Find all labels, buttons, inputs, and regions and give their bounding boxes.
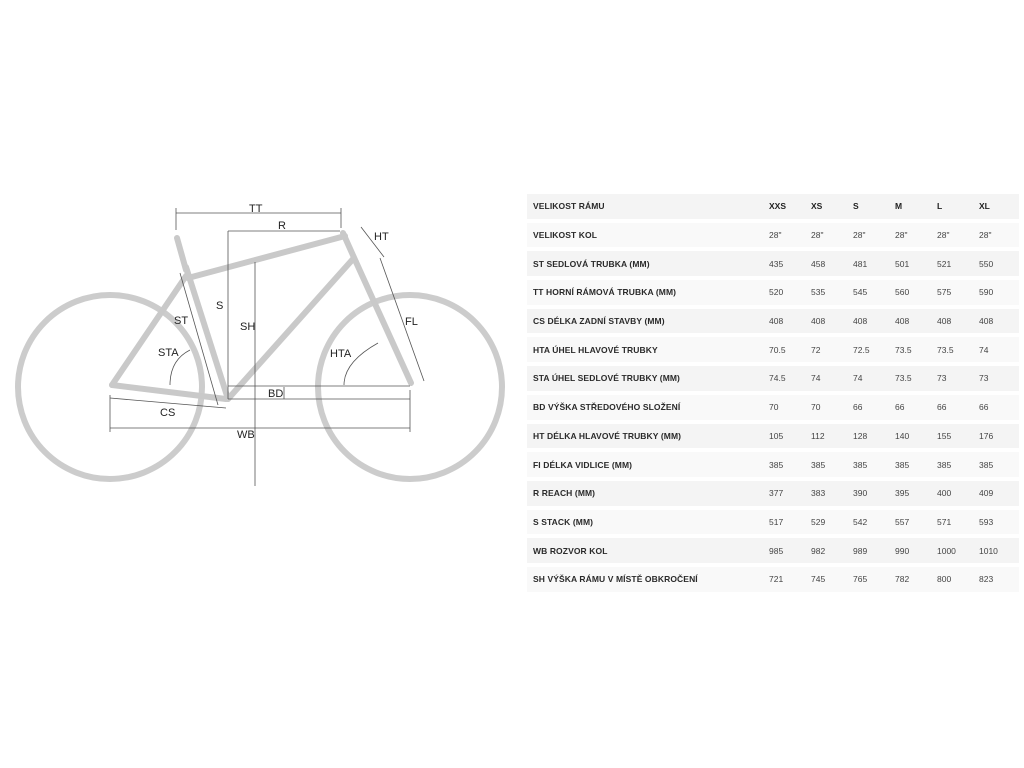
row-value: 408 (893, 309, 935, 334)
row-label: CS DÉLKA ZADNÍ STAVBY (MM) (527, 309, 767, 334)
table-row (527, 452, 1019, 477)
row-value: 823 (977, 567, 1019, 592)
row-value: 385 (977, 452, 1019, 477)
row-value: 529 (809, 510, 851, 535)
seat-stay (112, 276, 189, 385)
row-value: 395 (893, 481, 935, 506)
table-row (527, 337, 1019, 362)
row-value: 517 (767, 510, 809, 535)
row-value: 408 (851, 309, 893, 334)
row-value: 385 (767, 452, 809, 477)
row-value: 400 (935, 481, 977, 506)
row-label: R REACH (MM) (527, 481, 767, 506)
table-row (527, 309, 1019, 334)
table-row (527, 395, 1019, 420)
row-label: S STACK (MM) (527, 510, 767, 535)
row-value: 408 (977, 309, 1019, 334)
row-value: 435 (767, 251, 809, 276)
table-row (527, 280, 1019, 305)
row-value: 28" (977, 223, 1019, 248)
row-label: FI DÉLKA VIDLICE (MM) (527, 452, 767, 477)
chain-stay (112, 385, 226, 399)
row-value: 70.5 (767, 337, 809, 362)
row-value: 377 (767, 481, 809, 506)
label-bd: BD (268, 388, 284, 400)
label-wb: WB (237, 429, 255, 441)
table-row (527, 481, 1019, 506)
row-value: 571 (935, 510, 977, 535)
row-value: 70 (809, 395, 851, 420)
row-value: 1000 (935, 538, 977, 563)
row-label: HTA ÚHEL HLAVOVÉ TRUBKY (527, 337, 767, 362)
row-value: 28" (893, 223, 935, 248)
label-fl: FL (405, 316, 418, 328)
label-tt: TT (249, 203, 263, 215)
row-value: 521 (935, 251, 977, 276)
row-value: 72 (809, 337, 851, 362)
top-tube (188, 236, 345, 278)
row-label: SH VÝŠKA RÁMU V MÍSTĚ OBKROČENÍ (527, 567, 767, 592)
row-value: 745 (809, 567, 851, 592)
row-label: TT HORNÍ RÁMOVÁ TRUBKA (MM) (527, 280, 767, 305)
label-ht: HT (374, 231, 389, 243)
seatpost (177, 238, 186, 270)
row-value: 28" (767, 223, 809, 248)
row-label: BD VÝŠKA STŘEDOVÉHO SLOŽENÍ (527, 395, 767, 420)
row-value: 535 (809, 280, 851, 305)
label-sta: STA (158, 347, 179, 359)
row-value: 74 (851, 366, 893, 391)
table-header-row (527, 194, 1019, 219)
row-label: STA ÚHEL SEDLOVÉ TRUBKY (MM) (527, 366, 767, 391)
row-label: VELIKOST KOL (527, 223, 767, 248)
row-value: 481 (851, 251, 893, 276)
row-value: 542 (851, 510, 893, 535)
row-value: 383 (809, 481, 851, 506)
row-value: 575 (935, 280, 977, 305)
table-row (527, 538, 1019, 563)
label-st: ST (174, 315, 189, 327)
row-value: 1010 (977, 538, 1019, 563)
row-value: 501 (893, 251, 935, 276)
label-hta: HTA (330, 348, 352, 360)
row-value: 557 (893, 510, 935, 535)
label-sh: SH (240, 321, 256, 333)
row-label: ST SEDLOVÁ TRUBKA (MM) (527, 251, 767, 276)
row-value: 409 (977, 481, 1019, 506)
row-value: 74 (977, 337, 1019, 362)
size-xxs: XXS (767, 194, 809, 219)
row-label: WB ROZVOR KOL (527, 538, 767, 563)
row-value: 458 (809, 251, 851, 276)
label-r: R (278, 220, 286, 232)
row-value: 73.5 (935, 337, 977, 362)
seat-tube (186, 267, 228, 399)
wheels (18, 295, 502, 479)
row-value: 70 (767, 395, 809, 420)
row-value: 140 (893, 424, 935, 449)
size-xs: XS (809, 194, 851, 219)
row-value: 66 (935, 395, 977, 420)
row-value: 800 (935, 567, 977, 592)
row-value: 66 (893, 395, 935, 420)
label-cs: CS (160, 407, 176, 419)
row-value: 545 (851, 280, 893, 305)
row-value: 408 (809, 309, 851, 334)
row-value: 74.5 (767, 366, 809, 391)
row-value: 73 (977, 366, 1019, 391)
row-value: 990 (893, 538, 935, 563)
row-value: 390 (851, 481, 893, 506)
size-xl: XL (977, 194, 1019, 219)
row-value: 989 (851, 538, 893, 563)
size-l: L (935, 194, 977, 219)
row-value: 385 (851, 452, 893, 477)
row-value: 176 (977, 424, 1019, 449)
row-value: 560 (893, 280, 935, 305)
row-value: 155 (935, 424, 977, 449)
row-value: 73.5 (893, 337, 935, 362)
frame (112, 233, 411, 399)
row-value: 550 (977, 251, 1019, 276)
row-label: HT DÉLKA HLAVOVÉ TRUBKY (MM) (527, 424, 767, 449)
row-value: 74 (809, 366, 851, 391)
row-value: 385 (893, 452, 935, 477)
size-s: S (851, 194, 893, 219)
row-value: 982 (809, 538, 851, 563)
header-label: VELIKOST RÁMU (527, 194, 767, 219)
table-row (527, 424, 1019, 449)
table-row (527, 366, 1019, 391)
row-value: 73.5 (893, 366, 935, 391)
row-value: 985 (767, 538, 809, 563)
table-row (527, 251, 1019, 276)
row-value: 66 (977, 395, 1019, 420)
row-value: 782 (893, 567, 935, 592)
row-value: 593 (977, 510, 1019, 535)
row-value: 28" (809, 223, 851, 248)
row-value: 112 (809, 424, 851, 449)
head-tube (343, 233, 356, 262)
row-value: 385 (809, 452, 851, 477)
table-row (527, 567, 1019, 592)
row-value: 28" (851, 223, 893, 248)
row-value: 105 (767, 424, 809, 449)
row-value: 72.5 (851, 337, 893, 362)
label-s: S (216, 300, 224, 312)
row-value: 520 (767, 280, 809, 305)
size-m: M (893, 194, 935, 219)
row-value: 73 (935, 366, 977, 391)
row-value: 128 (851, 424, 893, 449)
row-value: 408 (767, 309, 809, 334)
row-value: 765 (851, 567, 893, 592)
row-value: 28" (935, 223, 977, 248)
row-value: 721 (767, 567, 809, 592)
geometry-table (527, 190, 1019, 596)
row-value: 66 (851, 395, 893, 420)
table-row (527, 223, 1019, 248)
row-value: 385 (935, 452, 977, 477)
row-value: 590 (977, 280, 1019, 305)
row-value: 408 (935, 309, 977, 334)
table-row (527, 510, 1019, 535)
bike-geometry-diagram (0, 180, 520, 500)
